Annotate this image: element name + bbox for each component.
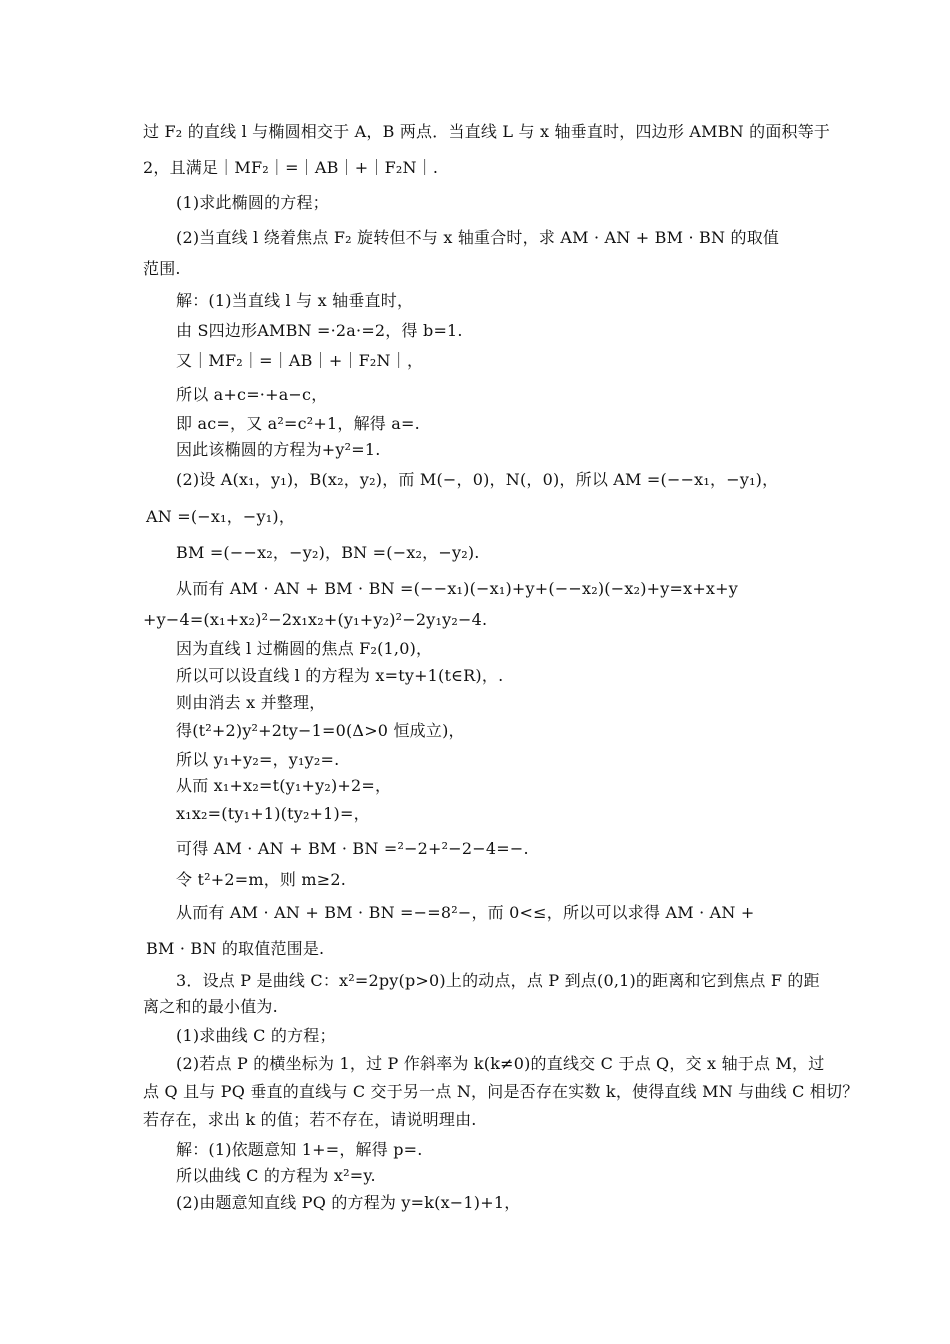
text-line-27: BM · BN 的取值范围是. (146, 939, 325, 958)
text-line-9: 所以 a+c=·+a−c， (176, 385, 328, 404)
text-line-23: x₁x₂=(ty₁+1)(ty₂+1)=， (176, 804, 370, 823)
text-line-24: 可得 AM · AN + BM · BN =²−2+²−2−4=−. (176, 839, 529, 858)
text-line-33: 若存在，求出 k 的值；若不存在，请说明理由. (143, 1110, 477, 1129)
text-line-6: 解：(1)当直线 l 与 x 轴垂直时， (176, 291, 414, 310)
text-line-35: 所以曲线 C 的方程为 x²=y. (176, 1166, 376, 1185)
text-line-11: 因此该椭圆的方程为+y²=1. (176, 440, 381, 459)
text-line-13: AN =(−x₁，−y₁)， (146, 507, 296, 526)
text-line-30: (1)求曲线 C 的方程； (176, 1026, 336, 1045)
text-line-25: 令 t²+2=m，则 m≥2. (176, 870, 347, 889)
text-line-8: 又｜MF₂｜=｜AB｜+｜F₂N｜， (176, 351, 424, 370)
text-line-20: 得(t²+2)y²+2ty−1=0(Δ>0 恒成立)， (176, 721, 465, 740)
text-line-3: (1)求此椭圆的方程； (176, 193, 329, 212)
text-line-18: 所以可以设直线 l 的方程为 x=ty+1(t∈R)，. (176, 666, 504, 685)
text-line-7: 由 S四边形AMBN =·2a·=2，得 b=1. (176, 321, 463, 340)
text-line-15: 从而有 AM · AN + BM · BN =(−−x₁)(−x₁)+y+(−−x₂)(−x₂)+y=x+x+y (176, 579, 738, 598)
text-line-14: BM =(−−x₂，−y₂)，BN =(−x₂，−y₂). (176, 543, 480, 562)
text-line-5: 范围. (143, 259, 181, 278)
text-line-1: 过 F₂ 的直线 l 与椭圆相交于 A，B 两点．当直线 L 与 x 轴垂直时，四边形 AMBN 的面积等于 (143, 122, 831, 141)
text-line-16: +y−4=(x₁+x₂)²−2x₁x₂+(y₁+y₂)²−2y₁y₂−4. (143, 610, 488, 629)
text-line-4: (2)当直线 l 绕着焦点 F₂ 旋转但不与 x 轴重合时，求 AM · AN + BM · BN 的取值 (176, 228, 780, 247)
text-line-22: 从而 x₁+x₂=t(y₁+y₂)+2=， (176, 776, 392, 795)
text-line-34: 解：(1)依题意知 1+=，解得 p=. (176, 1140, 423, 1159)
text-line-12: (2)设 A(x₁，y₁)，B(x₂，y₂)，而 M(−，0)，N(，0)，所以 AM =(−−x₁，−y₁)， (176, 470, 779, 489)
text-line-26: 从而有 AM · AN + BM · BN =−=8²−，而 0<≤，所以可以求得 AM · AN + (176, 903, 755, 922)
text-line-28: 3．设点 P 是曲线 C：x²=2py(p>0)上的动点，点 P 到点(0,1)的距离和它到焦点 F 的距 (176, 971, 820, 990)
text-line-36: (2)由题意知直线 PQ 的方程为 y=k(x−1)+1， (176, 1193, 521, 1212)
text-line-19: 则由消去 x 并整理， (176, 693, 326, 712)
text-line-29: 离之和的最小值为. (143, 997, 278, 1016)
text-line-2: 2，且满足｜MF₂｜=｜AB｜+｜F₂N｜. (143, 158, 439, 177)
text-line-17: 因为直线 l 过椭圆的焦点 F₂(1,0)， (176, 639, 433, 658)
text-line-31: (2)若点 P 的横坐标为 1，过 P 作斜率为 k(k≠0)的直线交 C 于点 Q，交 x 轴于点 M，过 (176, 1054, 825, 1073)
text-line-21: 所以 y₁+y₂=，y₁y₂=. (176, 750, 340, 769)
text-line-32: 点 Q 且与 PQ 垂直的直线与 C 交于另一点 N，问是否存在实数 k，使得直线 MN 与曲线 C 相切？ (143, 1082, 859, 1101)
text-line-10: 即 ac=，又 a²=c²+1，解得 a=. (176, 414, 420, 433)
